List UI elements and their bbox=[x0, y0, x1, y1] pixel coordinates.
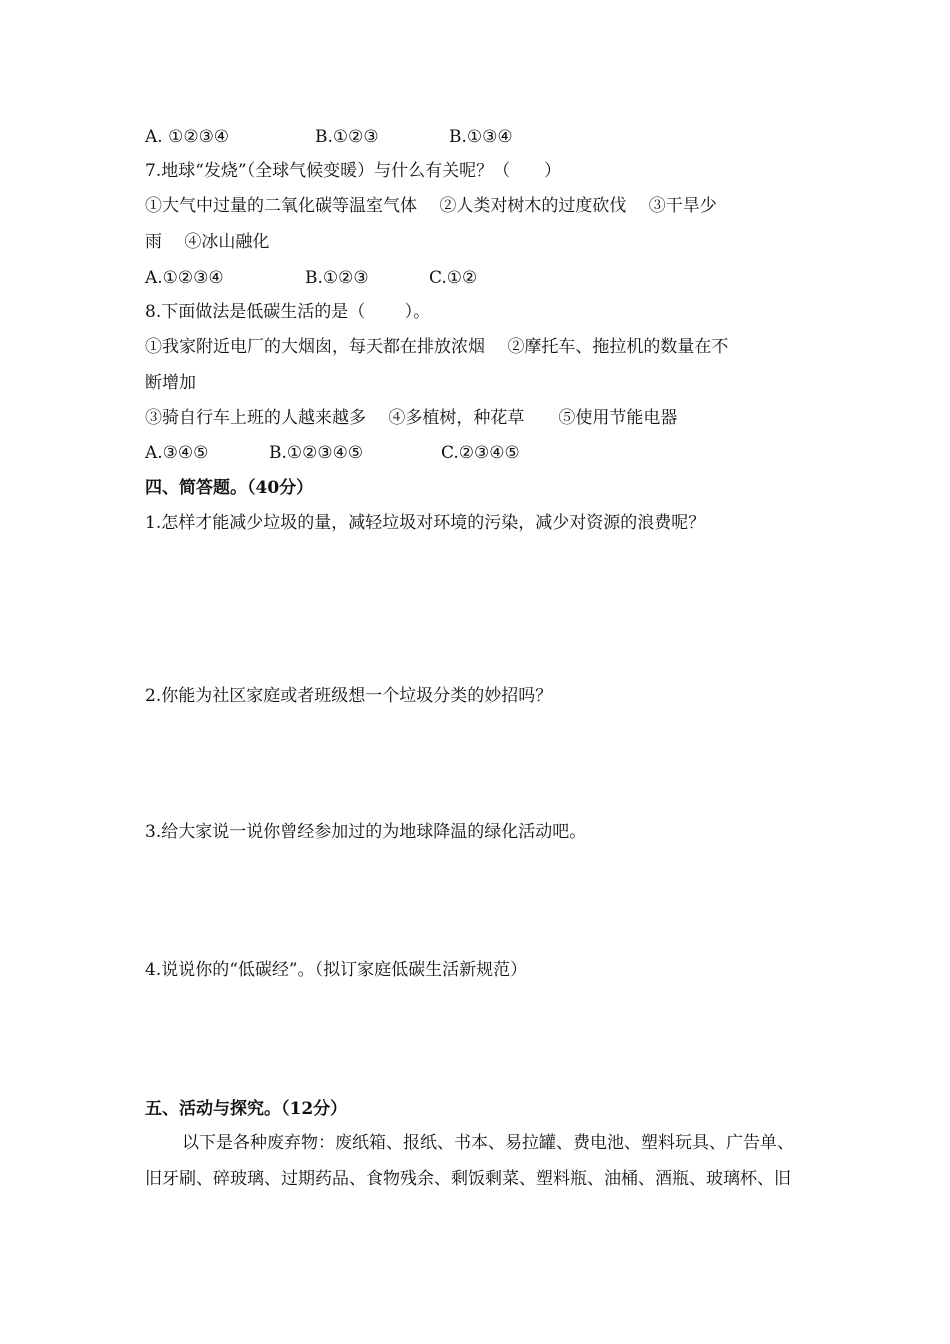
q8-option-b: B.①②③④⑤ bbox=[269, 443, 364, 463]
q8-choices-line3: ③骑自行车上班的人越来越多 ④多植树，种花草 ⑤使用节能电器 bbox=[145, 408, 678, 428]
section5-paragraph-line1: 以下是各种废弃物：废纸箱、报纸、书本、易拉罐、费电池、塑料玩具、广告单、 bbox=[182, 1133, 794, 1153]
q7-option-a: A.①②③④ bbox=[145, 268, 224, 288]
section4-question-3: 3.给大家说一说你曾经参加过的为地球降温的绿化活动吧。 bbox=[145, 822, 587, 842]
q6-option-b: B.①②③ bbox=[315, 127, 379, 147]
q8-option-a: A.③④⑤ bbox=[145, 443, 209, 463]
q7-choices-line2: 雨 ④冰山融化 bbox=[145, 232, 270, 252]
section4-question-2: 2.你能为社区家庭或者班级想一个垃圾分类的妙招吗？ bbox=[145, 686, 553, 706]
section5-heading: 五、活动与探究。（12分） bbox=[145, 1099, 348, 1119]
q7-stem: 7.地球“发烧”（全球气候变暖）与什么有关呢？（ ） bbox=[145, 161, 562, 181]
section4-heading: 四、简答题。（40分） bbox=[145, 478, 314, 498]
q8-stem: 8.下面做法是低碳生活的是（ ）。 bbox=[145, 302, 431, 322]
q6-options bbox=[145, 125, 513, 149]
q6-option-a: A. ①②③④ bbox=[145, 127, 230, 147]
q8-option-c: C.②③④⑤ bbox=[441, 443, 520, 463]
q8-options bbox=[145, 441, 520, 465]
section5-paragraph-line2: 旧牙刷、碎玻璃、过期药品、食物残余、剩饭剩菜、塑料瓶、油桶、酒瓶、玻璃杯、旧 bbox=[145, 1169, 791, 1189]
section4-question-1: 1.怎样才能减少垃圾的量，减轻垃圾对环境的污染，减少对资源的浪费呢？ bbox=[145, 513, 706, 533]
q7-option-b: B.①②③ bbox=[305, 268, 369, 288]
section4-question-4: 4.说说你的“低碳经”。（拟订家庭低碳生活新规范） bbox=[145, 960, 528, 980]
q7-choices-line1: ①大气中过量的二氧化碳等温室气体 ②人类对树木的过度砍伐 ③干旱少 bbox=[145, 196, 717, 216]
q8-choices-line1: ①我家附近电厂的大烟囱，每天都在排放浓烟 ②摩托车、拖拉机的数量在不 bbox=[145, 337, 729, 357]
q6-option-c: B.①③④ bbox=[449, 127, 513, 147]
q8-choices-line2: 断增加 bbox=[145, 373, 196, 393]
q7-option-c: C.①② bbox=[429, 268, 478, 288]
q7-options bbox=[145, 266, 477, 290]
